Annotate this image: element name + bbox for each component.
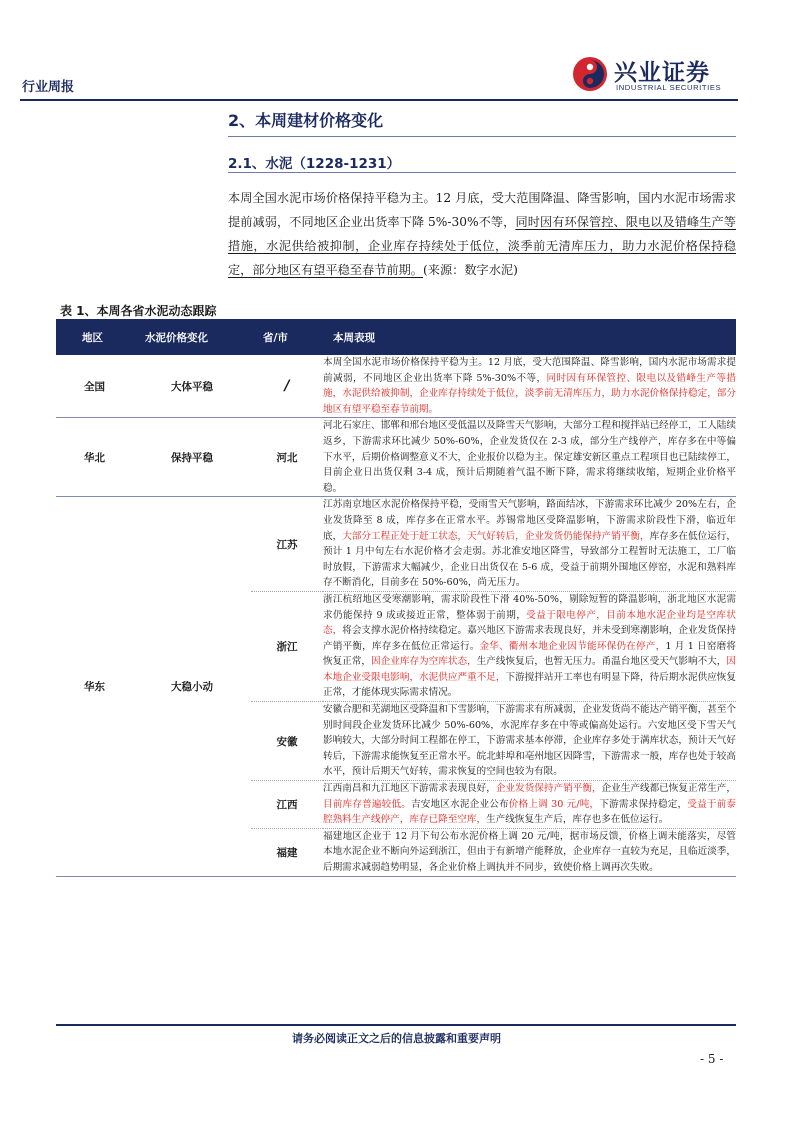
performance-cell [323, 591, 736, 701]
footer-divider [56, 1024, 736, 1026]
price-change-cell: 保持平稳 [133, 418, 251, 497]
logo-chinese-name: 兴业证券 [614, 60, 710, 86]
province-cell: 江西 [251, 781, 323, 829]
performance-text: 本周全国水泥市场价格保持平稳为主。12 月底，受大范围降温、降雪影响，国内水泥市场需求提前减弱，不同地区企业出货率下降 5%-30%不等， [323, 357, 736, 384]
summary-source: (来源：数字水泥) [423, 263, 518, 277]
performance-text: 1 月 1 日窑磨将恢复正常， [323, 640, 737, 668]
performance-highlight: 大部分工程正处于赶工状态，天气好转后，企业发货仍能保持产销平衡， [342, 530, 650, 542]
performance-text: 生产线恢复后，也暂无压力。甬温台地区受天气影响不大， [476, 656, 727, 668]
province-cell: 河北 [251, 418, 323, 497]
performance-highlight: 受益于限电停产，目前本地水泥企业均是空库状态， [323, 609, 737, 637]
performance-cell [323, 828, 736, 876]
performance-cell [323, 418, 736, 497]
price-change-cell: 大稳小动 [133, 497, 251, 876]
subsection-title-divider [228, 172, 736, 173]
performance-highlight: 同时因有环保管控、限电以及错峰生产等措施，水泥供给被抑制，企业库存持续处于低位，淡季前无清库压力，助力水泥价格保持稳定，部分地区有望平稳至春节前期。 [323, 372, 736, 415]
performance-text: 下游搅拌站开工率也有明显下降，待后期水泥供应恢复正常，才能体现实际需求情况。 [323, 671, 737, 699]
performance-highlight: 受益于前泰腔熟料生产线停产，库存已降至空库， [323, 798, 737, 826]
performance-text: 江苏南京地区水泥价格保持平稳，受雨雪天气影响，路面结冰，下游需求环比减少 20%左右，企业发货降至 8 成，库存多在正常水平。苏锡常地区受降温影响，下游需求阶段性下滑，临近年底， [323, 499, 736, 542]
performance-text: 将会支撑水泥价格持续稳定。嘉兴地区下游需求表现良好，并未受到寒潮影响，企业发货保持产销平衡，库存多在低位正常运行。 [323, 625, 737, 652]
price-change-cell: 大体平稳 [133, 355, 251, 418]
performance-text: 企业生产线都已恢复正常生产， [601, 783, 737, 795]
performance-text: 浙江杭绍地区受寒潮影响，需求阶段性下滑 40%-50%，剔除短暂的降温影响，浙北地区水泥需求仍能保持 9 成或接近正常，整体弱于前期， [323, 593, 736, 621]
header-weekly-performance: 本周表现 [323, 319, 736, 355]
logo-english-name: INDUSTRIAL SECURITIES [616, 83, 722, 92]
performance-text: 福建地区企业于 12 月下旬公布水泥价格上调 20 元/吨，据市场反馈，价格上调未能落实，尽管本地水泥企业不断向外运到浙江，但由于有新增产能释放，企业库存一直较为充足，且临近淡季，后期需求减弱趋势明显，各企业价格上调执并不同步，致使价格上调再次失败。 [323, 830, 736, 873]
performance-highlight: 价格上调 30 元/吨， [508, 798, 600, 810]
province-cell: 江苏 [251, 497, 323, 592]
table-title: 表 1、本周各省水泥动态跟踪 [60, 304, 217, 318]
province-cell: 安徽 [251, 702, 323, 781]
region-cell: 华北 [56, 418, 133, 497]
performance-text: 江西南昌和九江地区下游需求表现良好， [323, 783, 496, 795]
header-province: 省/市 [251, 319, 323, 355]
footer-disclaimer: 请务必阅读正文之后的信息披露和重要声明 [292, 1032, 501, 1045]
cement-price-table [56, 319, 736, 877]
performance-cell [323, 355, 736, 418]
performance-text: 吉安地区水泥企业公布 [411, 798, 509, 810]
table-row [56, 497, 736, 592]
performance-highlight: 因企业库存为空库状态， [371, 656, 477, 668]
header-region: 地区 [56, 319, 133, 355]
table-row [56, 418, 736, 497]
performance-text: 下游需求保持稳定， [599, 798, 688, 810]
header-price-change: 水泥价格变化 [133, 319, 251, 355]
report-type-label: 行业周报 [22, 80, 75, 95]
performance-highlight: 目前库存普遍较低。 [323, 798, 411, 810]
performance-text: 库存多在低位运行，预计 1 月中旬左右水泥价格才会走弱。苏北淮安地区降雪，导致部分工程暂时无法施工，工厂临时放假，下游需求大幅减少，企业日出货仅在 5-6 成，受益于前期外围地区停窑，水泥和熟料库存不断消化，目前多在 50%-60%，尚无压力。 [323, 530, 737, 589]
header-divider [20, 99, 738, 101]
performance-cell [323, 497, 736, 592]
company-logo [572, 52, 742, 96]
region-cell: 华东 [56, 497, 133, 876]
performance-highlight: 因本地企业受限电影响，水泥供应严重不足， [323, 656, 737, 683]
region-cell: 全国 [56, 355, 133, 418]
summary-text: 本周全国水泥市场价格保持平稳为主。12 月底，受大范围降温、降雪影响，国内水泥市场需求提前减弱，不同地区企业出货率下降 5%-30%不等， [228, 191, 736, 229]
page-number: - 5 - [700, 1052, 724, 1066]
industrial-securities-logo-icon [572, 56, 608, 92]
table-header-row [56, 319, 736, 355]
section-title: 2、本周建材价格变化 [228, 111, 384, 130]
province-cell: 福建 [251, 828, 323, 876]
performance-text: 安徽合肥和芜湖地区受降温和下雪影响，下游需求有所减弱，企业发货尚不能达产销平衡，甚至个别时间段企业发货环比减少 50%-60%，水泥库存多在中等或偏高处运行。六安地区受下雪天气影响较大，大部分时间工程都在停工，下游需求基本停滞，企业库存多处于满库状态，预计天气好转后，下游需求能恢复至正常水平。皖北蚌埠和亳州地区因降雪，下游需求一般，库存也处于较高水平，预计后期天气好转，需求恢复的空间也较为有限。 [323, 704, 736, 778]
table-row [56, 355, 736, 418]
performance-text: 河北石家庄、邯郸和邢台地区受低温以及降雪天气影响，大部分工程和搅拌站已经停工，工人陆续返乡，下游需求环比减少 50%-60%，企业发货仅在 2-3 成，部分生产线停产，库存多在中等偏下水平，后期价格调整意义不大，企业报价以稳为主。保定雄安新区重点工程项目也已陆续停工，目前企业日出货仅剩 3-4 成，预计后期随着气温不断下降，需求将继续收缩，短期企业价格平稳。 [323, 420, 736, 494]
performance-highlight: 金华、衢州本地企业因节能环保仍在停产， [479, 640, 666, 652]
province-cell: / [251, 355, 323, 418]
summary-underlined-text: 同时因有环保管控、限电以及错峰生产等措施，水泥供给被抑制，企业库存持续处于低位，淡季前无清库压力，助力水泥价格保持稳定，部分地区有望平稳至春节前期。 [228, 215, 736, 277]
subsection-title: 2.1、水泥（1228-1231） [228, 156, 401, 172]
section-title-divider [228, 136, 736, 137]
performance-cell [323, 702, 736, 781]
performance-cell [323, 781, 736, 829]
summary-paragraph [228, 186, 736, 282]
province-cell: 浙江 [251, 591, 323, 701]
performance-text: 生产线恢复生产后，库存也多在低位运行。 [486, 814, 669, 826]
performance-highlight: 企业发货保持产销平衡， [495, 783, 602, 795]
